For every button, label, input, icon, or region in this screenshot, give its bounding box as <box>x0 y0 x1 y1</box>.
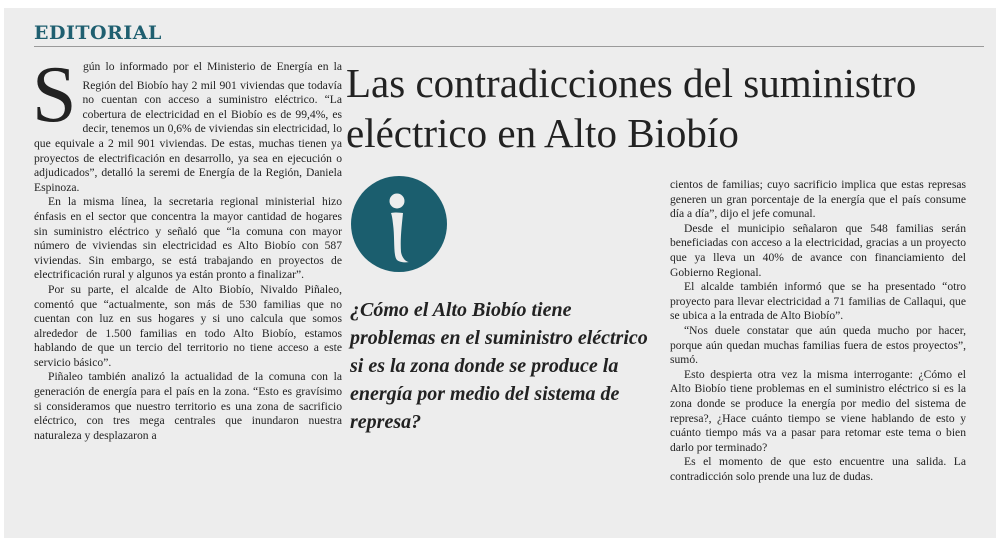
column-right <box>670 178 966 484</box>
section-label: EDITORIAL <box>34 22 162 44</box>
paragraph: Por su parte, el alcalde de Alto Biobío, Nivaldo Piñaleo, comentó que “actualmente, son más de 530 familias que no cuentan con luz en sus hogares y si uno calcula que somos alrededor de 1.500 familias en todo Alto Biobío, estamos hablando de que un tercio del territorio no tiene acceso a este servicio básico”. <box>34 282 342 369</box>
paragraph: cientos de familias; cuyo sacrificio implica que estas represas generen un gran porcentaje de la energía que el país consume día a día”, dijo el jefe comunal. <box>670 178 966 221</box>
pull-quote: ¿Cómo el Alto Biobío tiene problemas en el suministro eléctrico si es la zona donde se produce la energía por medio del sistema de represa? <box>350 299 648 433</box>
paragraph: Desde el municipio señalaron que 548 familias serán beneficiadas con acceso a la electricidad, gracias a un proyecto que ya lleva un 40% de avance con financiamiento del Gobierno Regional. <box>670 221 966 279</box>
info-icon <box>351 176 447 272</box>
drop-cap: S <box>32 51 77 139</box>
section-divider <box>34 46 984 47</box>
column-left <box>32 51 342 443</box>
paragraph: Es el momento de que esto encuentre una salida. La contradicción solo prende una luz de dudas. <box>670 455 966 483</box>
newspaper-page <box>4 8 996 538</box>
paragraph: En la misma línea, la secretaria regional ministerial hizo énfasis en el sector que concentra la mayor cantidad de hogares sin suministro eléctrico y señaló que “la comuna con mayor número de viviendas sin electricidad es Alto Biobío con 587 viviendas. Sin embargo, se está trabajando en proyectos de electrificación rural y algunos ya están pronto a finalizar”. <box>34 195 342 282</box>
paragraph: “Nos duele constatar que aún queda mucho por hacer, porque aún quedan muchas familias fuera de estos proyectos”, sumó. <box>670 323 966 367</box>
paragraph: Esto despierta otra vez la misma interrogante: ¿Cómo el Alto Biobío tiene problemas en el suministro eléctrico si es la zona donde se produce la energía por medio del sistema de represa?, ¿Hace cuánto tiempo se viene hablando de esto y cuánto tiempo más va a pasar para retomar este tema o bien darlo por terminado? <box>670 367 966 454</box>
paragraph: El alcalde también informó que se ha presentado “otro proyecto para llevar electricidad a 71 familias de Callaqui, que se ubica a la entrada de Alto Biobío”. <box>670 280 966 323</box>
paragraph: egún lo informado por el Ministerio de Energía en la Región del Biobío hay 2 mil 901 viviendas que todavía no cuentan con acceso a suministro eléctrico. “La cobertura de electricidad en el Biobío es de 99,4%, es decir, tenemos un 0,6% de viviendas sin electricidad, lo que equivale a 2 mil 901 viviendas. De estas, muchas tienen ya proyectos de electrificación en desarrollo, ya sea en ejecución o adjudicados”, detalló la seremi de Energía de la Región, Daniela Espinoza. <box>34 60 342 194</box>
paragraph: Piñaleo también analizó la actualidad de la comuna con la generación de energía para el país en la zona. “Esto es gravísimo si consideramos que nuestro territorio es una zona de sacrificio eléctrico, con tres mega centrales que inundaron nuestra naturaleza y desplazaron a <box>34 370 342 442</box>
headline: Las contradicciones del suministro eléctrico en Alto Biobío <box>346 60 917 156</box>
